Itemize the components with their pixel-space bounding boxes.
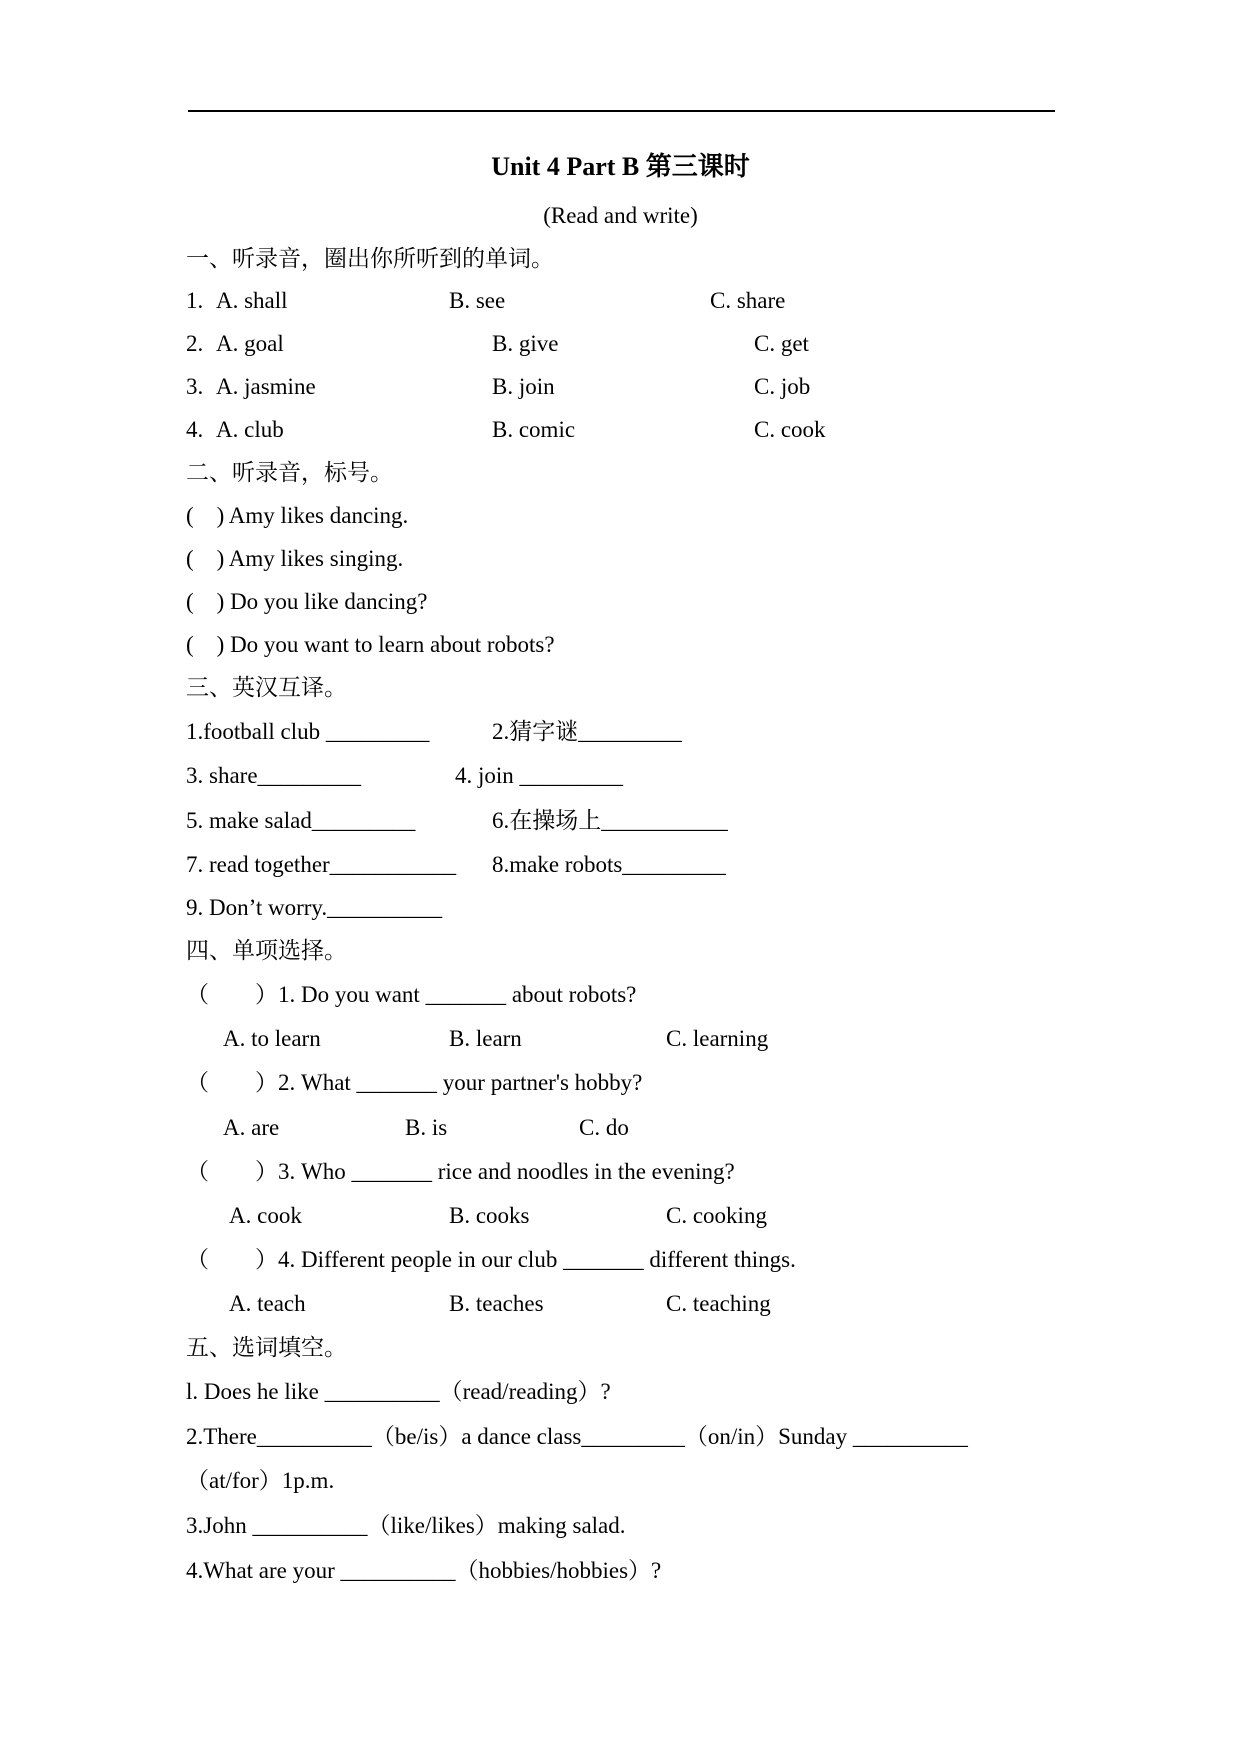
- s1-q2-num: 2.: [186, 331, 204, 356]
- s4-q1-option-c: C. learning: [666, 1026, 769, 1051]
- s1-q1-option-b: B. see: [449, 288, 506, 313]
- s1-q3-option-a: A. jasmine: [216, 374, 316, 399]
- s4-q4-option-b: B. teaches: [449, 1291, 544, 1316]
- s3-item-7: 7. read together___________: [186, 852, 457, 877]
- s3-item-5: 5. make salad_________: [186, 808, 416, 833]
- s3-item-8: 8.make robots_________: [492, 852, 726, 877]
- s3-item-4: 4. join _________: [455, 763, 624, 788]
- s4-q3-stem: （ ）3. Who _______ rice and noodles in the evening?: [186, 1159, 735, 1184]
- s5-item-3: 3.John __________（like/likes）making salad.: [186, 1513, 626, 1538]
- s1-q2-option-a: A. goal: [216, 331, 284, 356]
- s4-q4-option-a: A. teach: [229, 1291, 306, 1316]
- s4-q3-option-a: A. cook: [229, 1203, 302, 1228]
- s1-q1-option-a: A. shall: [216, 288, 288, 313]
- s1-q4-option-b: B. comic: [492, 417, 576, 442]
- s1-q1-option-c: C. share: [710, 288, 786, 313]
- s2-item-1: ( ) Amy likes dancing.: [186, 503, 409, 528]
- s2-item-2: ( ) Amy likes singing.: [186, 546, 404, 571]
- section1-heading: 一、听录音，圈出你所听到的单词。: [186, 246, 554, 271]
- s4-q2-option-c: C. do: [579, 1115, 629, 1140]
- s1-q3-option-c: C. job: [754, 374, 811, 399]
- section4-heading: 四、单项选择。: [186, 938, 347, 963]
- header-rule: [188, 110, 1055, 112]
- s3-item-1: 1.football club _________: [186, 719, 430, 744]
- s4-q2-option-b: B. is: [405, 1115, 448, 1140]
- s5-item-2: 2.There__________（be/is）a dance class_________（on/in）Sunday __________: [186, 1424, 968, 1449]
- s4-q3-option-c: C. cooking: [666, 1203, 767, 1228]
- s3-item-3: 3. share_________: [186, 763, 362, 788]
- s4-q1-option-a: A. to learn: [223, 1026, 321, 1051]
- section5-heading: 五、选词填空。: [186, 1335, 347, 1360]
- s1-q1-num: 1.: [186, 288, 204, 313]
- s2-item-3: ( ) Do you like dancing?: [186, 589, 428, 614]
- s5-item-1: l. Does he like __________（read/reading）?: [186, 1379, 611, 1404]
- section3-heading: 三、英汉互译。: [186, 675, 347, 700]
- page-subtitle: (Read and write): [543, 203, 698, 228]
- s1-q2-option-c: C. get: [754, 331, 809, 356]
- s2-item-4: ( ) Do you want to learn about robots?: [186, 632, 555, 657]
- s4-q1-stem: （ ）1. Do you want _______ about robots?: [186, 982, 637, 1007]
- s3-item-2: 2.猜字谜_________: [492, 719, 682, 744]
- s1-q4-option-c: C. cook: [754, 417, 826, 442]
- s1-q4-option-a: A. club: [216, 417, 284, 442]
- s3-item-6: 6.在操场上___________: [492, 808, 728, 833]
- section2-heading: 二、听录音，标号。: [186, 460, 393, 485]
- s4-q2-option-a: A. are: [223, 1115, 280, 1140]
- s5-item-4: 4.What are your __________（hobbies/hobbies）?: [186, 1558, 662, 1583]
- s3-item-9: 9. Don’t worry.__________: [186, 895, 443, 920]
- s4-q1-option-b: B. learn: [449, 1026, 522, 1051]
- page-title: Unit 4 Part B 第三课时: [491, 152, 750, 181]
- s1-q4-num: 4.: [186, 417, 204, 442]
- s1-q3-option-b: B. join: [492, 374, 555, 399]
- s4-q3-option-b: B. cooks: [449, 1203, 530, 1228]
- s1-q2-option-b: B. give: [492, 331, 559, 356]
- s5-item-2-continued: （at/for）1p.m.: [186, 1468, 335, 1493]
- s4-q2-stem: （ ）2. What _______ your partner's hobby?: [186, 1070, 643, 1095]
- s4-q4-option-c: C. teaching: [666, 1291, 771, 1316]
- s1-q3-num: 3.: [186, 374, 204, 399]
- s4-q4-stem: （ ）4. Different people in our club _______ different things.: [186, 1247, 796, 1272]
